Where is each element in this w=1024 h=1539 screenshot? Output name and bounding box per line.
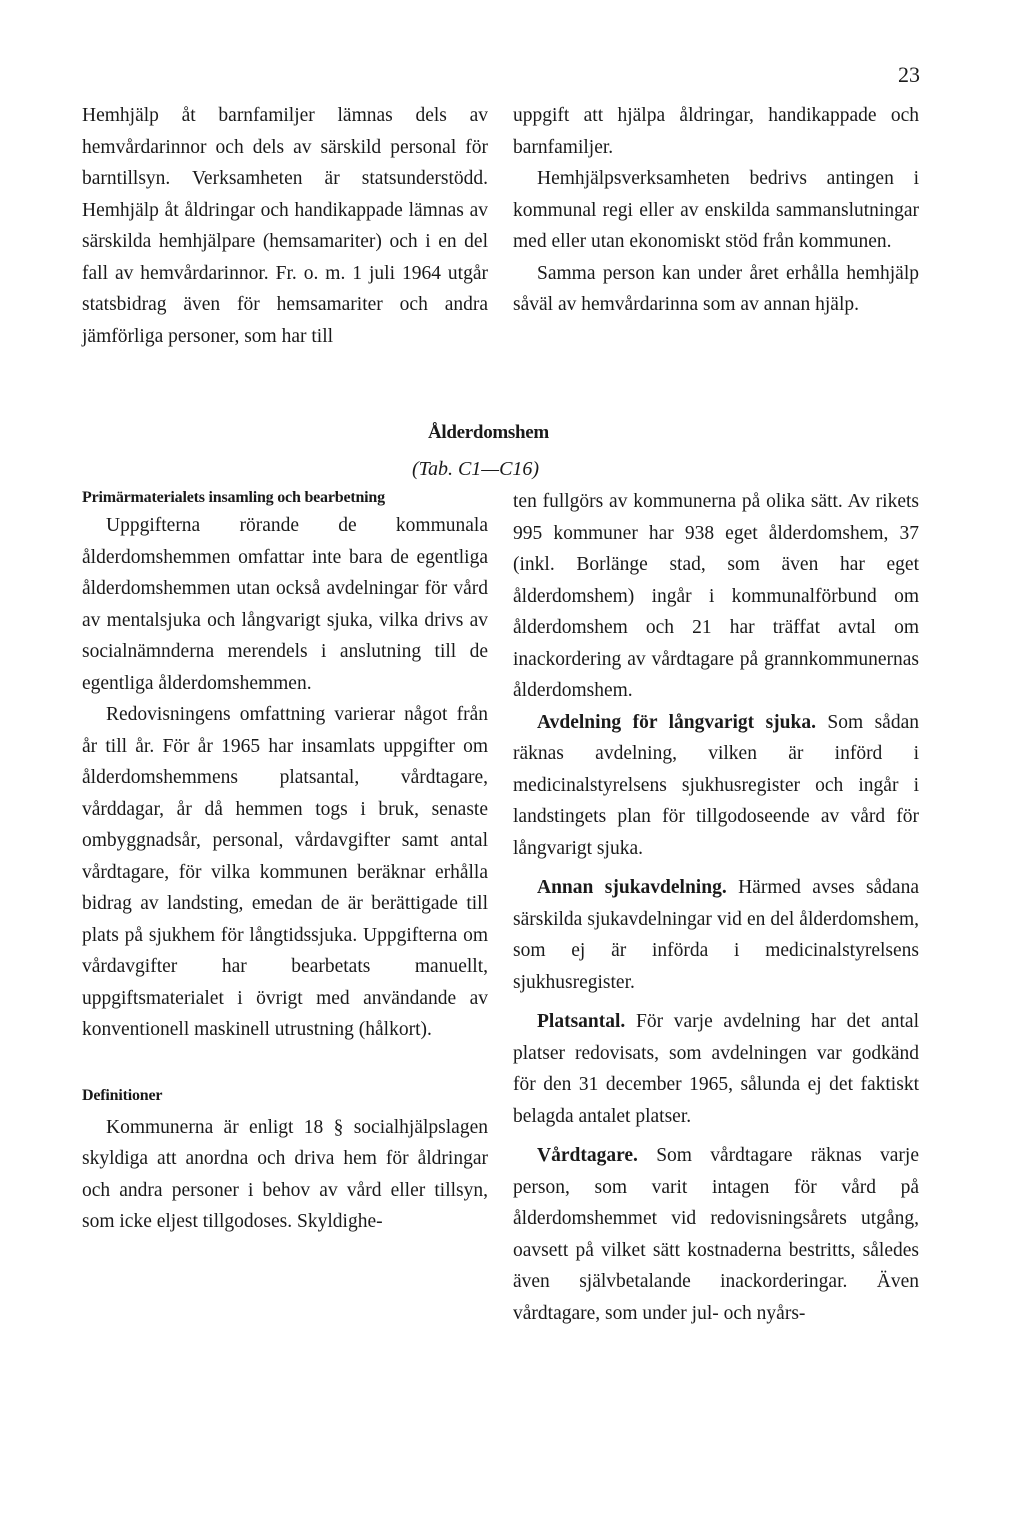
- definition-care-recipients: [513, 1140, 919, 1329]
- definition-places: [513, 1006, 919, 1132]
- paragraph: Hemhjälpsverksamheten bedrivs antingen i kommunal regi eller av enskilda sammanslutningar med eller utan ekonomiskt stöd från kommunen.: [513, 168, 919, 252]
- term: Annan sjukavdelning.: [537, 877, 727, 898]
- subheading-primary-material: Primärmaterialets insamling och bearbetning: [82, 489, 385, 506]
- paragraph: Uppgifterna rörande de kommunala ålderdomshemmen omfattar inte bara de egentliga ålderdomshemmen utan också avdelningar för vård av mentalsjuka och långvarigt sjuka, vilka drivs av socialnämnderna merendels i anslutning till de egentliga ålderdomshemmen.: [82, 515, 488, 694]
- term: Vårdtagare.: [537, 1145, 638, 1166]
- term: Avdelning för långvarigt sjuka.: [537, 711, 816, 733]
- definition-text: Som vårdtagare räknas varje person, som varit intagen för vård på ålderdomshemmet vid redovisningsårets utgång, oavsett på vilket sätt kostnaderna bestritts, således även självbetalande inackorderingar. Även vårdtagare, som under jul- och nyårs-: [513, 1145, 919, 1324]
- left-column: [82, 486, 488, 1238]
- section-title: Ålderdomshem: [428, 422, 549, 443]
- subheading-definitions: Definitioner: [82, 1086, 163, 1104]
- definition-long-term-sick: [513, 707, 919, 865]
- definition-text: För varje avdelning har det antal platser redovisats, som avdelningen var godkänd för den 31 december 1965, sålunda ej det faktiskt belagda antalet platser.: [513, 1011, 919, 1127]
- paragraph: uppgift att hjälpa åldringar, handikappade och barnfamiljer.: [513, 105, 919, 158]
- definition-text: Som sådan räknas avdelning, vilken är införd i medicinalstyrelsens sjukhusregister och ingår i landstingets plan för tillgodoseende av vård för långvarigt sjuka.: [513, 711, 919, 859]
- top-left-text: [82, 100, 488, 352]
- top-right-text: [513, 100, 919, 321]
- term: Platsantal.: [537, 1011, 626, 1032]
- definition-other-sick-ward: [513, 872, 919, 998]
- paragraph: Hemhjälp åt barnfamiljer lämnas dels av hemvårdarinnor och dels av särskild personal för barntillsyn. Verksamheten är statsunderstödd. Hemhjälp åt åldringar och handikappade lämnas av särskilda hemhjälpare (hemsamariter) och i en del fall av hemvårdarinnor. Fr. o. m. 1 juli 1964 utgår statsbidrag även för hemsamariter och andra jämförliga personer, som har till: [82, 105, 488, 347]
- paragraph: Kommunerna är enligt 18 § socialhjälpslagen skyldiga att anordna och driva hem för åldringar och andra personer i behov av vård eller tillsyn, som icke eljest tillgodoses. Skyldighe-: [82, 1116, 488, 1232]
- paragraph: ten fullgörs av kommunerna på olika sätt. Av rikets 995 kommuner har 938 eget ålderdomshem, 37 (inkl. Borlänge stad, som även har eget ålderdomshem) ingår i kommunalförbund om ålderdomshem och 21 har träffat avtal om inackordering av vårdtagare på grannkommunernas ålderdomshem.: [513, 491, 919, 701]
- section-subtitle: (Tab. C1—C16): [412, 458, 540, 480]
- right-column: [513, 486, 919, 1329]
- definition-text: Härmed avses sådana särskilda sjukavdelningar vid en del ålderdomshem, som ej är införda i medicinalstyrelsens sjukhusregister.: [513, 877, 919, 993]
- paragraph: Redovisningens omfattning varierar något från år till år. För år 1965 har insamlats uppgifter om ålderdomshemmens platsantal, vårdtagare, vårddagar, år då hemmen togs i bruk, senaste ombyggnadsår, personal, vårdavgifter samt antal vårdtagare, för vilka kommunen beräknar erhålla bidrag av landsting, emedan de är berättigade till plats på sjukhem för långtidssjuka. Uppgifterna om vårdavgifter har bearbetats manuellt, uppgiftsmaterialet i övrigt med användande av konventionell maskinell utrustning (hålkort).: [82, 704, 488, 1040]
- page-number: 23: [898, 62, 920, 87]
- paragraph: Samma person kan under året erhålla hemhjälp såväl av hemvårdarinna som av annan hjälp.: [513, 262, 919, 315]
